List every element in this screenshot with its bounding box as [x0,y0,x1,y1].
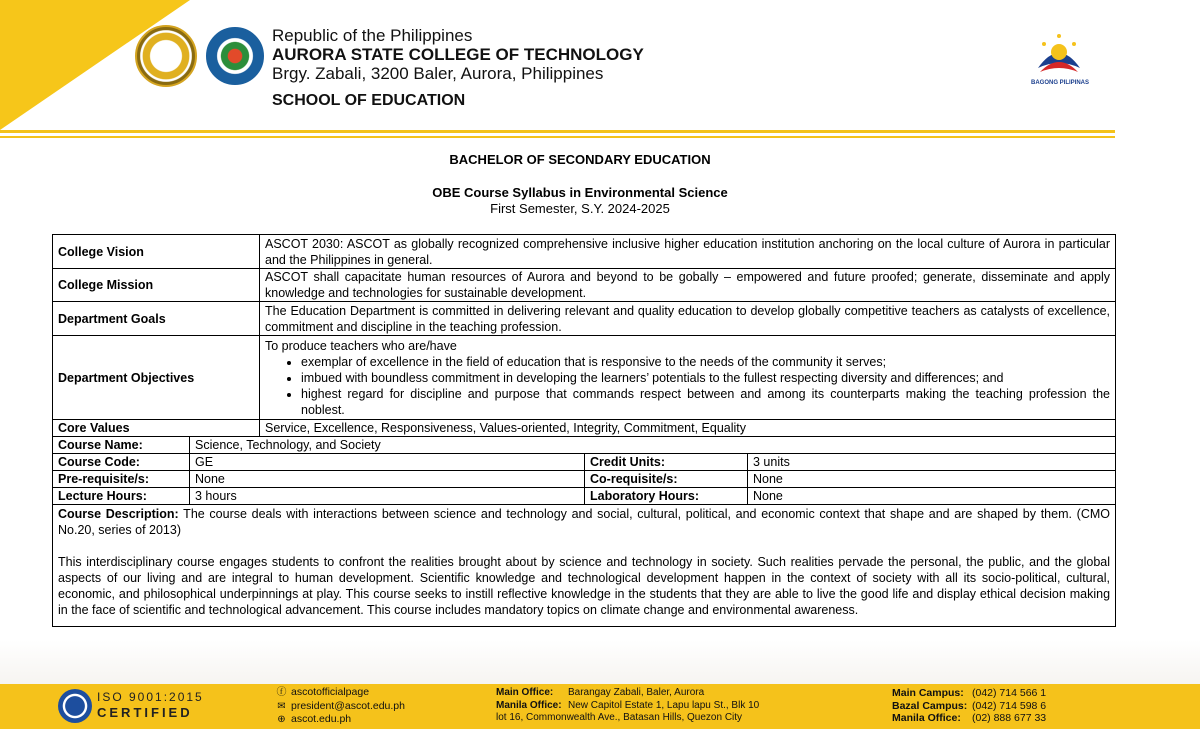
school-name: SCHOOL OF EDUCATION [272,92,466,109]
core-values-text: Service, Excellence, Responsiveness, Values-oriented, Integrity, Commitment, Equality [260,420,1116,437]
list-item: • imbued with boundless commitment in developing the learners’ potentials to the fullest respecting diversity and differences; and [301,370,1110,386]
table-row [53,488,1116,505]
website-link[interactable]: ascot.edu.ph [291,713,352,725]
main-office-label: Main Office: [496,687,554,698]
corequisite-value: None [748,471,1116,488]
syllabus-table [52,234,1116,627]
laboratory-hours-label: Laboratory Hours: [585,488,748,505]
list-item: • highest regard for discipline and purpose that commands respect between and among its counterparts making the teaching profession the noblest. [301,386,1110,418]
prerequisite-value: None [190,471,585,488]
course-description-body: This interdisciplinary course engages students to confront the realities brought about by science and technology in society. Such realities pervade the personal, the public, and the global aspects of our living and are integral to human development. Scientific knowledge and technological development happen in the context of society with all its socio-political, cultural, economic, and philosophical underpinnings at play. This course seeks to instill reflective knowledge in the students that they are able to live the good life and display ethical decision making in the face of scientific and technological advancement. This course includes mandatory topics on climate change and environmental awareness. [58,555,1111,617]
table-row [53,454,1116,471]
contact-links [276,686,405,727]
email-link[interactable]: president@ascot.edu.ph [291,699,405,712]
list-item: • exemplar of excellence in the field of education that is responsive to the needs of the community it serves; [301,354,1110,370]
lecture-hours-label: Lecture Hours: [53,488,190,505]
table-row [53,437,1116,454]
goals-text: The Education Department is committed in delivering relevant and quality education to develop globally competitive teachers as catalysts of excellence, commitment and discipline in the teaching profession. [260,302,1116,336]
program-title: BACHELOR OF SECONDARY EDUCATION [449,152,711,167]
certified-label: CERTIFIED [97,705,193,720]
bazal-campus-phone: (042) 714 598 6 [972,699,1047,712]
course-name-value: Science, Technology, and Society [190,437,1116,454]
main-campus-label: Main Campus: [892,687,964,699]
campus-phones [892,687,1046,725]
objectives-cell [260,336,1116,420]
iso-standard: ISO 9001:2015 [97,690,204,704]
course-code-label: Course Code: [53,454,190,471]
main-campus-phone: (042) 714 566 1 [972,687,1047,699]
semester-line: First Semester, S.Y. 2024-2025 [490,201,670,216]
table-row [53,505,1116,627]
core-values-label: Core Values [53,420,260,437]
manila-office-address: New Capitol Estate 1, Lapu lapu St., Blk 10 [568,699,760,711]
facebook-icon: ⓕ [276,687,287,698]
course-name-label: Course Name: [53,437,190,454]
table-row [53,269,1116,302]
table-row [53,302,1116,336]
vision-label: College Vision [53,235,260,269]
lecture-hours-value: 3 hours [190,488,585,505]
footer [0,684,1200,729]
school-of-education-logo [206,27,264,85]
header-rule-thin [0,136,1115,138]
prerequisite-label: Pre-requisite/s: [53,471,190,488]
main-office-address: Barangay Zabali, Baler, Aurora [568,687,705,698]
globe-icon: ⊕ [277,714,286,725]
iso-certification-icon [58,689,92,723]
goals-label: Department Goals [53,302,260,336]
table-row [53,235,1116,269]
credit-units-value: 3 units [748,454,1116,471]
facebook-link[interactable]: ascotofficialpage [291,686,370,698]
manila-phone-label: Manila Office: [892,712,961,724]
college-address: Brgy. Zabali, 3200 Baler, Aurora, Philippines [272,64,604,83]
college-seal-logo [135,25,197,87]
vision-text: ASCOT 2030: ASCOT as globally recognized comprehensive inclusive higher education institution anchoring on the local culture of Aurora in particular and the Philippines in general. [260,235,1116,269]
corequisite-label: Co-requisite/s: [585,471,748,488]
header-rule [0,130,1115,133]
course-description-intro: The course deals with interactions between science and technology and social, cultural, political, and economic context that shape and are shaped by them. (CMO No.20, series of 2013) [58,507,1111,537]
course-syllabus-title: OBE Course Syllabus in Environmental Science [432,185,728,200]
course-code-value: GE [190,454,585,471]
email-icon: ✉ [277,700,286,712]
syllabus-titles [0,152,1160,217]
header-text-block [272,26,644,83]
objectives-intro: To produce teachers who are/have [265,338,457,353]
manila-office-label: Manila Office: [496,699,562,711]
bazal-campus-label: Bazal Campus: [892,699,968,712]
mission-label: College Mission [53,269,260,302]
objectives-label: Department Objectives [53,336,260,420]
footer-backdrop [0,640,1200,684]
objectives-list [265,354,1110,418]
college-name: AURORA STATE COLLEGE OF TECHNOLOGY [272,45,644,64]
course-description-label: Course Description: [58,507,179,521]
course-description-cell [53,505,1116,627]
table-row [53,471,1116,488]
manila-office-phone: (02) 888 677 33 [972,712,1047,724]
office-addresses [496,687,759,725]
manila-office-address-2: lot 16, Commonwealth Ave., Batasan Hills, Quezon City [496,712,743,723]
laboratory-hours-value: None [748,488,1116,505]
bagong-pilipinas-text: BAGONG PILIPINAS [1030,80,1089,86]
republic-line: Republic of the Philippines [272,26,473,45]
mission-text: ASCOT shall capacitate human resources of Aurora and beyond to be gobally – empowered and future proofed; generate, disseminate and apply knowledge and technologies for sustainable development. [260,269,1116,302]
table-row [53,336,1116,420]
credit-units-label: Credit Units: [585,454,748,471]
table-row [53,420,1116,437]
